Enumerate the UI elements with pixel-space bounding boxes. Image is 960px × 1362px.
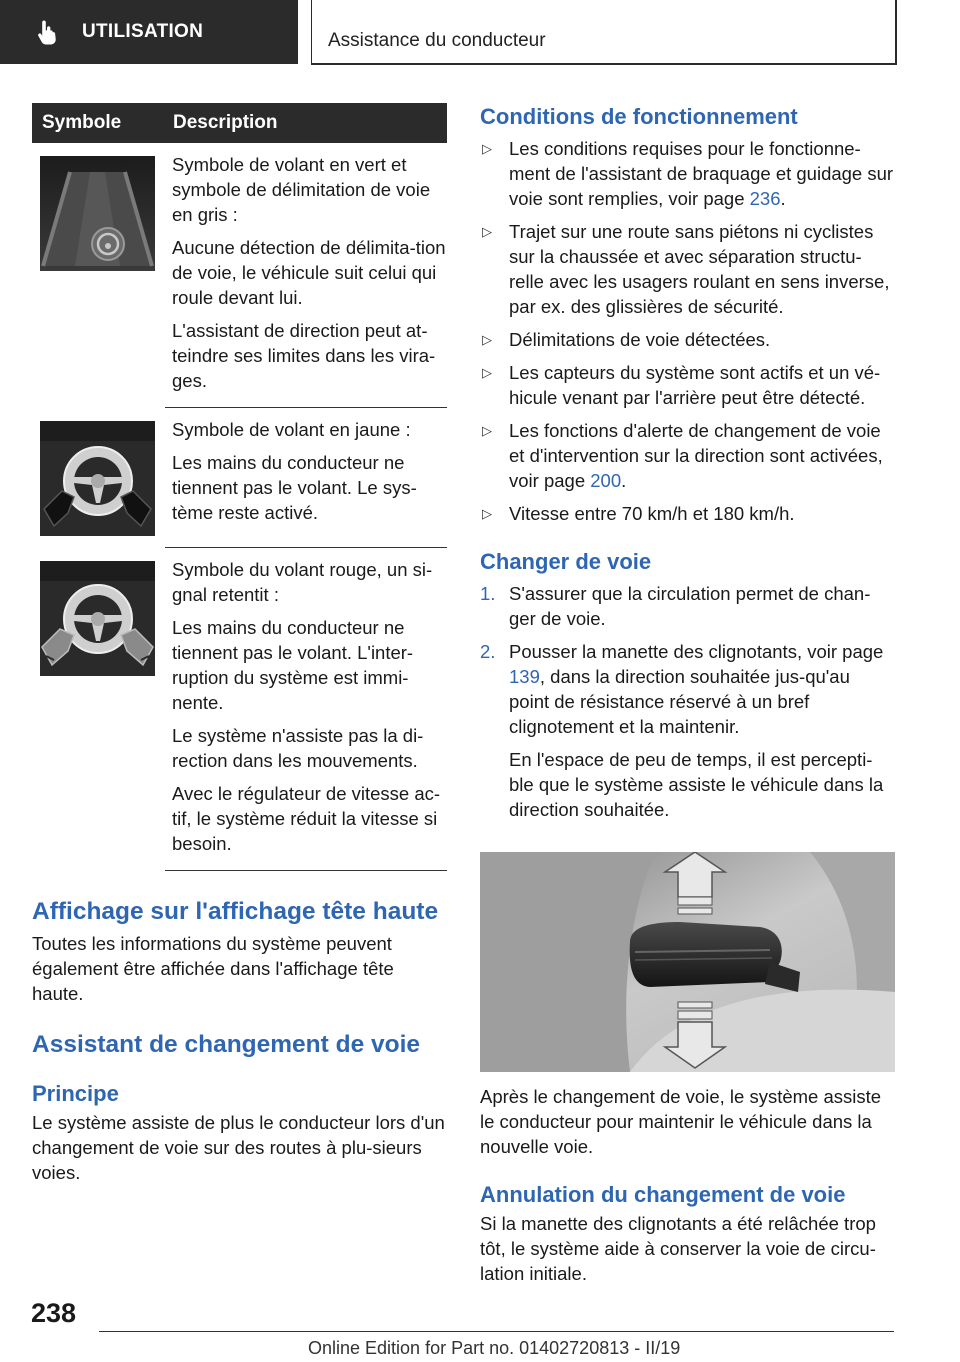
section-label: UTILISATION (82, 21, 204, 42)
after-change-text: Après le changement de voie, le système assiste le conducteur pour maintenir le véhicule dans la nouvelle voie. (480, 1086, 882, 1157)
description-text: Aucune détection de délimita-tion de voie, le véhicule suit celui qui roule devant lui. (172, 237, 446, 308)
list-item (480, 327, 895, 352)
description-text: Le système n'assiste pas la di-rection dans les mouvements. (172, 725, 424, 771)
page-link[interactable]: 200 (590, 470, 622, 491)
list-item (480, 418, 895, 493)
item-text: Trajet sur une route sans piétons ni cyclistes sur la chaussée et avec séparation structu-relle avec les usagers roulant en sens inverse, par ex. des glissières de sécurité. (509, 221, 890, 317)
edition-text: Online Edition for Part no. 01402720813 - II/19 (308, 1338, 681, 1358)
heading-principle: Principe (32, 1081, 119, 1106)
heading-conditions: Conditions de fonctionnement (480, 104, 798, 129)
chapter-title: Assistance du conducteur (328, 30, 546, 51)
step-number: 1. (480, 583, 496, 604)
description-text: Avec le régulateur de vitesse ac-tif, le système réduit la vitesse si besoin. (172, 783, 441, 854)
item-text: Les capteurs du système sont actifs et un vé-hicule venant par l'arrière peut être détecté. (509, 362, 881, 408)
step-text-end: , dans la direction souhaitée jus-qu'au point de résistance réservé à un bref clignotement et la maintenir. (509, 666, 850, 737)
column-header-symbol: Symbole (32, 103, 165, 143)
step-item (480, 581, 895, 631)
hand-pointer-icon (36, 19, 60, 45)
step-number: 2. (480, 641, 496, 662)
column-header-description: Description (165, 103, 447, 143)
item-text: Vitesse entre 70 km/h et 180 km/h. (509, 503, 795, 524)
triangle-bullet-icon: ▷ (482, 365, 492, 380)
symbol-cell (32, 548, 165, 871)
cancel-text: Si la manette des clignotants a été relâchée trop tôt, le système aide à conserver la voie de circu-lation initiale. (480, 1213, 876, 1284)
table-row (32, 548, 447, 871)
hud-text: Toutes les informations du système peuvent également être affichée dans l'affichage tête haute. (32, 933, 394, 1004)
footer-divider (99, 1331, 894, 1332)
steps-list (480, 581, 895, 822)
description-cell (165, 143, 447, 408)
section-tab (0, 0, 298, 64)
steering-wheel-yellow-hands-icon (40, 421, 155, 536)
chapter-tab (311, 0, 897, 65)
item-text-end: . (621, 470, 627, 491)
symbol-cell (32, 143, 165, 408)
page-link[interactable]: 139 (509, 666, 540, 687)
description-text: L'assistant de direction peut at-teindre ses limites dans les vira-ges. (172, 320, 436, 391)
principle-text: Le système assiste de plus le conducteur lors d'un changement de voie sur des routes à plu-sieurs voies. (32, 1112, 445, 1183)
description-text: Symbole du volant rouge, un si-gnal retentit : (172, 559, 433, 605)
page-link[interactable]: 236 (749, 188, 781, 209)
item-text: Les conditions requises pour le fonctionne-ment de l'assistant de braquage et guidage sur voie sont remplies, voir page (509, 138, 894, 209)
heading-lane-change-assistant: Assistant de changement de voie (32, 1031, 421, 1058)
triangle-bullet-icon: ▷ (482, 141, 492, 156)
description-cell (165, 548, 447, 871)
triangle-bullet-icon: ▷ (482, 224, 492, 239)
item-text-end: . (780, 188, 786, 209)
conditions-list (480, 136, 895, 526)
right-column (480, 103, 895, 1286)
list-item (480, 136, 895, 211)
steering-wheel-green-lane-icon (40, 156, 155, 271)
triangle-bullet-icon: ▷ (482, 423, 492, 438)
description-text: Les mains du conducteur ne tiennent pas le volant. L'inter-ruption du système est immi-nente. (172, 617, 414, 713)
table-row (32, 143, 447, 408)
left-column (32, 103, 447, 1185)
heading-change-lane: Changer de voie (480, 549, 652, 574)
list-item (480, 501, 895, 526)
step-text: Pousser la manette des clignotants, voir page (509, 641, 884, 662)
description-text: Symbole de volant en jaune : (172, 419, 411, 440)
item-text: Les fonctions d'alerte de changement de voie et d'intervention sur la direction sont activées, voir page (509, 420, 883, 491)
step-note: En l'espace de peu de temps, il est percepti-ble que le système assiste le véhicule dans la direction souhaitée. (509, 749, 884, 820)
page-number: 238 (31, 1298, 77, 1328)
list-item (480, 219, 895, 319)
description-text: Les mains du conducteur ne tiennent pas le volant. Le sys-tème reste activé. (172, 452, 417, 523)
table-row (32, 408, 447, 548)
step-text: S'assurer que la circulation permet de chan-ger de voie. (509, 583, 871, 629)
triangle-bullet-icon: ▷ (482, 332, 492, 347)
item-text: Délimitations de voie détectées. (509, 329, 771, 350)
steering-wheel-red-hands-icon (40, 561, 155, 676)
symbol-table (32, 103, 447, 871)
triangle-bullet-icon: ▷ (482, 506, 492, 521)
list-item (480, 360, 895, 410)
heading-hud: Affichage sur l'affichage tête haute (32, 898, 439, 925)
heading-cancel: Annulation du changement de voie (480, 1182, 846, 1207)
description-cell (165, 408, 447, 548)
turn-signal-lever-photo (480, 852, 895, 1072)
symbol-cell (32, 408, 165, 548)
step-item (480, 639, 895, 822)
description-text: Symbole de volant en vert et symbole de délimitation de voie en gris : (172, 154, 431, 225)
